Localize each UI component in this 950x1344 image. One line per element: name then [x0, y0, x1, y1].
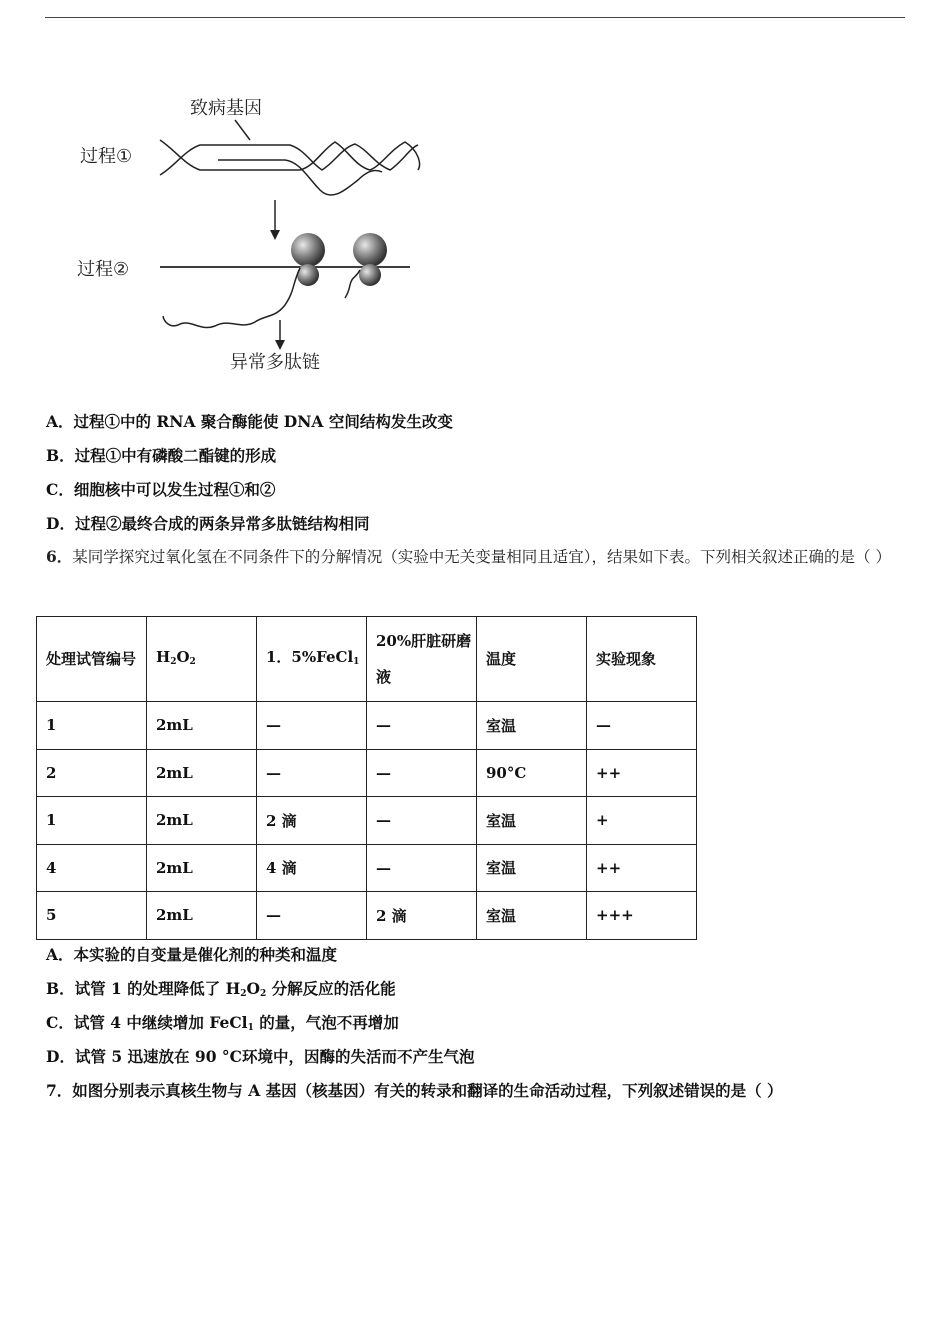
ribosome-large-2 [353, 233, 387, 267]
q6-option-c[interactable]: C．试管 4 中继续增加 FeCl$_1$ 的量，气泡不再增加 [46, 1013, 399, 1033]
table-row: 5 2mL — 2 滴 室温 +++ [37, 892, 697, 940]
q6-option-d[interactable]: D．试管 5 迅速放在 90 °C环境中，因酶的失活而不产生气泡 [46, 1047, 475, 1066]
transcription-translation-figure [60, 90, 440, 380]
header-tube-number: 处理试管编号 [37, 617, 147, 702]
polypeptide-chain-2 [345, 270, 360, 298]
header-liver-extract: 20%肝脏研磨液 [367, 617, 477, 702]
table-row: 1 2mL — — 室温 — [37, 702, 697, 750]
table-header-row [37, 617, 697, 702]
gene-pointer [235, 120, 250, 140]
header-phenomenon: 实验现象 [587, 617, 697, 702]
q5-option-b[interactable]: B．过程①中有磷酸二酯键的形成 [46, 446, 277, 465]
label-process-1: 过程① [80, 146, 133, 167]
q5-option-a[interactable]: A．过程①中的 RNA 聚合酶能使 DNA 空间结构发生改变 [46, 412, 453, 431]
polypeptide-chain-1 [163, 268, 300, 328]
mrna-strand [218, 160, 382, 195]
ribosome-large-1 [291, 233, 325, 267]
header-fecl: 1．5%FeCl$_1$ [257, 617, 367, 702]
table-row: 2 2mL — — 90°C ++ [37, 749, 697, 797]
table-row: 4 2mL 4 滴 — 室温 ++ [37, 844, 697, 892]
experiment-table [36, 616, 697, 940]
q6-option-b[interactable]: B．试管 1 的处理降低了 $H_2O_2$ 分解反应的活化能 [46, 979, 396, 999]
table-row: 1 2mL 2 滴 — 室温 + [37, 797, 697, 845]
ribosome-small-1 [297, 264, 319, 286]
header-h2o2: $H_2O_2$ [147, 617, 257, 702]
q6-stem: 6．某同学探究过氧化氢在不同条件下的分解情况（实验中无关变量相同且适宜），结果如下表。下列相关叙述正确的是（ ） [46, 547, 891, 566]
process-diagram [60, 90, 440, 380]
ribosome-small-2 [359, 264, 381, 286]
q5-option-c[interactable]: C．细胞核中可以发生过程①和② [46, 480, 276, 499]
label-process-2: 过程② [77, 259, 130, 280]
q5-option-d[interactable]: D．过程②最终合成的两条异常多肽链结构相同 [46, 514, 370, 533]
q6-option-a[interactable]: A．本实验的自变量是催化剂的种类和温度 [46, 945, 338, 964]
header-rule [45, 17, 905, 18]
q7-stem: 7．如图分别表示真核生物与 A 基因（核基因）有关的转录和翻译的生命活动过程，下列叙述错误的是（ ） [46, 1081, 783, 1100]
arrow-2-head [275, 340, 285, 350]
arrow-1-head [270, 230, 280, 240]
label-disease-gene: 致病基因 [190, 98, 262, 119]
header-temperature: 温度 [477, 617, 587, 702]
label-abnormal-polypeptide: 异常多肽链 [230, 352, 320, 373]
